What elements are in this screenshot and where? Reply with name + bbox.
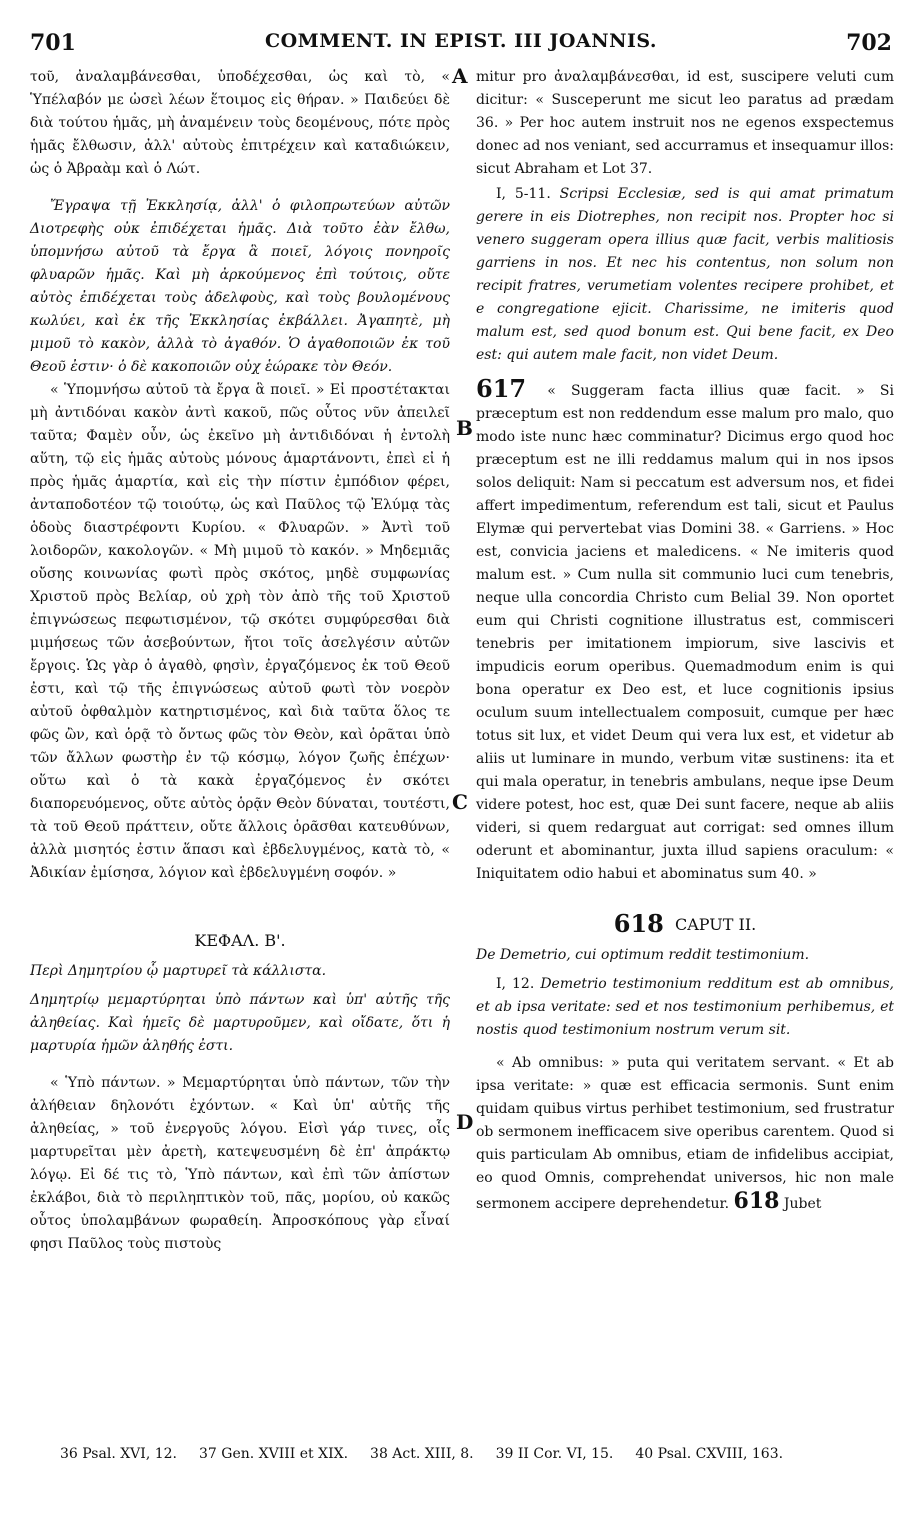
latin-paragraph-4: Demetrio testimonium redditum est ab omnibus, et ab ipsa veritate: sed et nos testimonium perhibemus, et nostis quod testimonium nostrum verum sit. [476,976,895,1038]
greek-paragraph-2: Ἔγραψα τῇ Ἐκκλησίᾳ, ἀλλ' ὁ φιλοπρωτεύων αὐτῶν Διοτρεφὴς οὐκ ἐπιδέχεται ἡμᾶς. Διὰ τοῦτο ἐὰν ἔλθω, ὑπομνήσω αὐτοῦ τὰ ἔργα ἃ ποιεῖ, λόγοις πονηροῖς φλυαρῶν ἡμᾶς. Καὶ μὴ ἀρκούμενος ἐπὶ τούτοις, οὔτε αὐτὸς ἐπιδέχεται τοὺς ἀδελφοὺς, καὶ τοὺς βουλομένους κωλύει, καὶ ἐκ τῆς Ἐκκλησίας ἐκβάλλει. Ἀγαπητὲ, μὴ μιμοῦ τὸ κακὸν, ἀλλὰ τὸ ἀγαθόν. Ὁ ἀγαθοποιῶν ἐκ τοῦ Θεοῦ ἐστιν· ὁ δὲ κακοποιῶν οὐχ ἑώρακε τὸν Θεόν. [30,198,450,375]
footnote-37: 37 Gen. XVIII et XIX. [199,1446,349,1462]
margin-marker-d: D [456,1110,474,1134]
page-number-right: 702 [846,30,892,56]
footnotes [60,1446,900,1462]
margin-marker-a: A [452,64,468,88]
latin-verse-ref-2: I, 12. [496,976,535,992]
greek-paragraph-4: Δημητρίῳ μεμαρτύρηται ὑπὸ πάντων καὶ ὑπ' αὐτῆς τῆς ἀληθείας. Καὶ ἡμεῖς δὲ μαρτυροῦμεν, καὶ οἴδατε, ὅτι ἡ μαρτυρία ἡμῶν ἀληθής ἐστι. [30,992,450,1054]
latin-paragraph-1: mitur pro ἀναλαμβάνεσθαι, id est, suscipere veluti cum dicitur: « Susceperunt me sicut leo paratus ad prædam 36. » Per hoc autem instruit nos ne egenos exspectemus donec ad nos veniant, sed accurramus et insequamur illos: sicut Abraham et Lot 37. [476,69,894,177]
column-number-618: 618 [613,909,664,938]
footnote-36: 36 Psal. XVI, 12. [60,1446,177,1462]
latin-chapter-heading: CAPUT II. [674,915,757,934]
latin-verse-ref-1: I, 5-11. [496,186,551,202]
greek-chapter-title: Περὶ Δημητρίου ᾧ μαρτυρεῖ τὰ κάλλιστα. [30,963,327,979]
running-header [30,30,892,60]
running-title: COMMENT. IN EPIST. III JOANNIS. [264,30,657,52]
greek-paragraph-3: « Ὑπομνήσω αὐτοῦ τὰ ἔργα ἃ ποιεῖ. » Εἰ προστέτακται μὴ ἀντιδόναι κακὸν ἀντὶ κακοῦ, πῶς οὗτος νῦν ἀπειλεῖ ταῦτα; Φαμὲν οὖν, ὡς ἐκεῖνο μὴ ἀντιδιδόναι ἡ ἐντολὴ αὕτη, τῷ εἰς ἡμᾶς αὐτοὺς μόνους ἁμαρτάνοντι, ἐπεὶ εἰ ἡ πρὸς ἡμᾶς ἁμαρτία, καὶ εἰς τὴν πίστιν ἐμπόδιον φέρει, ἀνταποδοτέον τῷ τοιούτῳ, ὡς καὶ Παῦλος τῷ Ἐλύμᾳ τὰς ὁδοὺς διαστρέφοντι Κυρίου. « Φλυαρῶν. » Ἀντὶ τοῦ λοιδορῶν, κακολογῶν. « Μὴ μιμοῦ τὸ κακόν. » Μηδεμιᾶς οὔσης κοινωνίας φωτὶ πρὸς σκότος, μηδὲ συμφωνίας Χριστοῦ πρὸς Βελίαρ, οὐ χρὴ τὸν ἀπὸ τῆς τοῦ Χριστοῦ ἐπιγνώσεως πεφωτισμένον, τῷ σκότει συμφύρεσθαι διὰ μιμήσεως τῶν ἀσεβούντων, ἤτοι τοῖς ἀσελγέσιν αὐτῶν ἔργοις. Ὡς γὰρ ὁ ἀγαθὸ, φησὶν, ἐργαζόμενος ἐκ τοῦ Θεοῦ ἐστι, καὶ τῷ τῆς ἐπιγνώσεως αὐτοῦ φωτὶ τὸν νοερὸν αὐτοῦ ὀφθαλμὸν κατηρτισμένος, καὶ διὰ ταῦτα ὅλος τε φῶς ὢν, καὶ ὁρᾷ τὸ ὄντως φῶς τὸν Θεὸν, καὶ ὁρᾶται ὑπὸ τῶν ἄλλων φωστὴρ ἐν τῷ κόσμῳ, λόγον ζωῆς ἐπέχων· οὕτω καὶ ὁ τὰ κακὰ ἐργαζόμενος ἐν σκότει διαπορευόμενος, οὔτε αὐτὸς ὁρᾷν Θεὸν δύναται, τουτέστι, τὰ τοῦ Θεοῦ πράττειν, οὔτε ἄλλοις ὁρᾶσθαι κατευθύνων, ἀλλὰ μισητός ἐστιν ἅπασι καὶ ἐβδελυγμένος, κατὰ τὸ, « Ἀδικίαν ἐμίσησα, λόγιον καὶ ἐβδελυγμένη σοφόν. » [30,382,450,881]
latin-paragraph-3: « Suggeram facta illius quæ facit. » Si præceptum est non reddendum esse malum pro malo, quo modo iste nunc hæc comminatur? Dicimus ergo quod hoc præceptum est ne illi reddamus malum qui in nos ipsos solos deliquit: Nam si peccatum est adversum nos, et fidei affert impedimentum, referendum est tali, sicut et Paulus Elymæ qui pervertebat vias Domini 38. « Garriens. » Hoc est, convicia jaciens et maledicens. « Ne imiteris quod malum est. » Cum nulla sit communio luci cum tenebris, neque ulla concordia Christo cum Belial 39. Non oportet eum qui Christi cognitione illustratus est, commisceri tenebris per imitationem impiorum, sive lascivis et impudicis eorum operibus. Quemadmodum enim is qui bona operatur ex Deo est, et luce cognitionis ipsius oculum suum intellectualem composuit, cumque per hæc totus sit lux, et videt Deum qui vera lux est, et videtur ab aliis ut luminare in mundo, verbum vitæ sustinens: ita et qui mala operatur, in tenebris ambulans, neque ipse Deum videre potest, hoc est, quæ Dei sunt facere, neque ab aliis videri, si quem redarguat aut corrigat: sed omnes illum oderunt et abominantur, juxta illud sapiens oraculum: « Iniquitatem odio habui et abominatus sum 40. » [476,383,895,882]
greek-column [30,66,450,1256]
latin-chapter-title: De Demetrio, cui optimum reddit testimonium. [476,947,810,963]
column-number-618-inline: 618 [733,1188,780,1214]
margin-marker-c: C [452,790,468,814]
page-number-left: 701 [30,30,76,56]
margin-marker-b: B [456,416,473,440]
latin-paragraph-2: Scripsi Ecclesiæ, sed is qui amat primatum gerere in eis Diotrephes, non recipit nos. Propter hoc si venero suggeram opera illius quæ facit, verbis malitiosis garriens in nos. Et nec his contentus, non solum non recipit fratres, verumetiam volentes recipere prohibet, et e congregatione ejicit. Charissime, ne imiteris quod malum est, sed quod bonum est. Qui bene facit, ex Deo est: qui autem male facit, non videt Deum. [476,186,894,363]
latin-paragraph-5-end: Jubet [783,1196,822,1212]
footnote-39: 39 II Cor. VI, 15. [495,1446,614,1462]
latin-paragraph-5: « Ab omnibus: » puta qui veritatem servant. « Et ab ipsa veritate: » quæ est efficacia sermonis. Sunt enim quidam quibus virtus perhibet testimonium, sed frustratur ob sermonem inefficacem sive operibus carentem. Quod si quis particulam Ab omnibus, etiam de infidelibus accipiat, eo quod Omnis, comprehendat universos, hic non male sermonem accipere deprehendetur. [476,1055,894,1212]
footnote-38: 38 Act. XIII, 8. [370,1446,474,1462]
footnote-40: 40 Psal. CXVIII, 163. [635,1446,784,1462]
greek-paragraph-5: « Ὑπὸ πάντων. » Μεμαρτύρηται ὑπὸ πάντων, τῶν τὴν ἀλήθειαν δηλονότι ἐχόντων. « Καὶ ὑπ' αὐτῆς τῆς ἀληθείας, » τοῦ ἐνεργοῦς λόγου. Εἰσὶ γάρ τινες, οἷς μαρτυρεῖται μὲν ἀρετὴ, κατεψευσμένη δὲ ἐπ' ἀπράκτῳ λόγῳ. Εἰ δέ τις τὸ, Ὑπὸ πάντων, καὶ ἐπὶ τῶν ἀπίστων ἐκλάβοι, διὰ τὸ περιληπτικὸν τοῦ, πᾶς, μορίου, οὐ κακῶς οὗτος ὑπολαμβάνων φωραθείη. Ἀπροσκόπους γὰρ εἶναί φησι Παῦλος τοὺς πιστοὺς [30,1075,450,1252]
column-number-617: 617 [476,374,527,403]
greek-paragraph-1: τοῦ, ἀναλαμβάνεσθαι, ὑποδέχεσθαι, ὡς καὶ τὸ, « Ὑπέλαβόν με ὡσεὶ λέων ἕτοιμος εἰς θήραν. » Παιδεύει δὲ διὰ τούτου ἡμᾶς, μὴ ἀναμένειν τοὺς δεομένους, πότε πρὸς ἡμᾶς ἔλθωσιν, ἀλλ' αὐτοὺς ἐπιτρέχειν καὶ καταδιώκειν, ὡς ὁ Ἀβραὰμ καὶ ὁ Λώτ. [30,69,450,177]
greek-chapter-heading: ΚΕΦΑΛ. Β'. [194,931,286,950]
latin-column [476,66,894,1216]
